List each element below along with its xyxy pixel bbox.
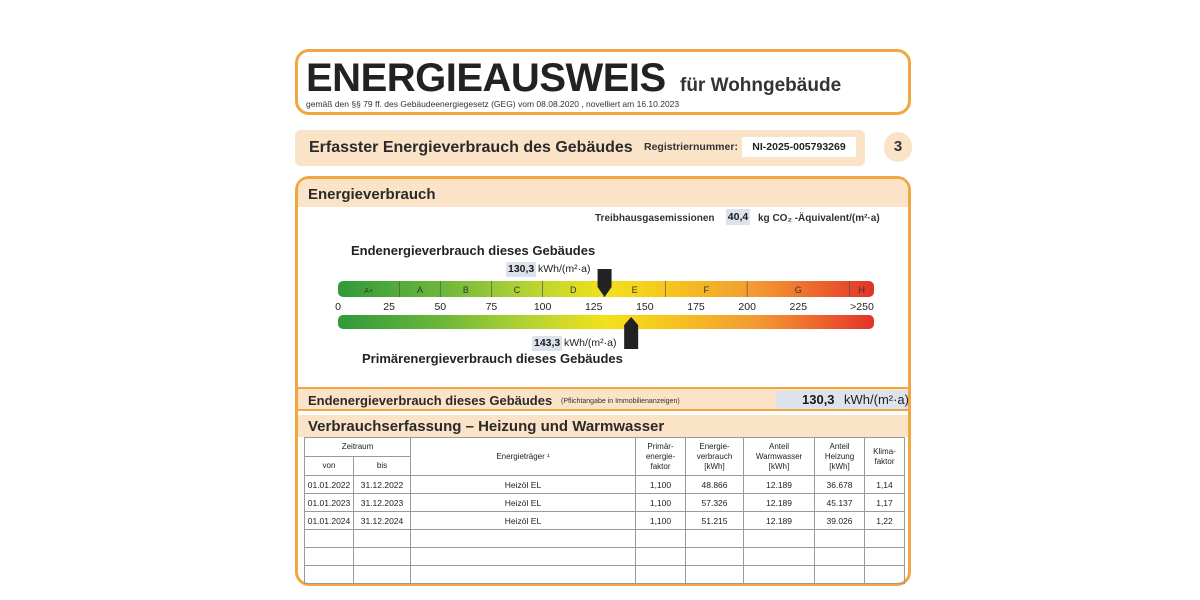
class-label: H bbox=[858, 285, 865, 295]
summary-value: 130,3 bbox=[802, 392, 835, 407]
energy-consumption-panel bbox=[295, 176, 911, 586]
table-row-empty bbox=[305, 548, 905, 566]
header-consumption: Energie- verbrauch [kWh] bbox=[686, 438, 744, 476]
table-row-empty bbox=[305, 530, 905, 548]
summary-note: (Pflichtangabe in Immobilienanzeigen) bbox=[561, 398, 680, 405]
primary-energy-value: 143,3 bbox=[534, 337, 561, 349]
header-warm-water: Anteil Warmwasser [kWh] bbox=[744, 438, 815, 476]
cell: 31.12.2023 bbox=[354, 494, 411, 512]
header-primary-factor: Primär- energie- faktor bbox=[636, 438, 686, 476]
class-label: D bbox=[570, 285, 577, 295]
usage-section-title: Verbrauchserfassung – Heizung und Warmwasser bbox=[308, 418, 665, 435]
cell: 01.01.2022 bbox=[305, 476, 354, 494]
cell: 12.189 bbox=[744, 476, 815, 494]
cell: 39.026 bbox=[815, 512, 865, 530]
page-number: 3 bbox=[884, 132, 912, 162]
cell: 57.326 bbox=[686, 494, 744, 512]
primary-energy-label: Primärenergieverbrauch dieses Gebäudes bbox=[362, 351, 623, 366]
registration-bar bbox=[295, 130, 865, 166]
ghg-value: 40,4 bbox=[727, 211, 749, 223]
header-heating: Anteil Heizung [kWh] bbox=[815, 438, 865, 476]
certificate-header bbox=[295, 49, 911, 115]
summary-label: Endenergieverbrauch dieses Gebäudes bbox=[308, 393, 553, 408]
ghg-unit: kg CO₂ -Äquivalent/(m²·a) bbox=[758, 213, 880, 224]
final-energy-label: Endenergieverbrauch dieses Gebäudes bbox=[351, 243, 596, 258]
tick-label: 175 bbox=[687, 301, 705, 313]
cell: 12.189 bbox=[744, 512, 815, 530]
cell: 31.12.2024 bbox=[354, 512, 411, 530]
scale-bar-bottom bbox=[338, 315, 874, 329]
cell: 51.215 bbox=[686, 512, 744, 530]
document-subtitle: für Wohngebäude bbox=[680, 75, 842, 96]
class-label: G bbox=[794, 285, 802, 295]
summary-bar bbox=[298, 387, 908, 411]
cell: 1,100 bbox=[636, 476, 686, 494]
tick-label: 50 bbox=[434, 301, 447, 313]
cell: 1,22 bbox=[865, 512, 905, 530]
registration-title: Erfasster Energieverbrauch des Gebäudes bbox=[309, 139, 633, 156]
tick-label: 150 bbox=[636, 301, 654, 313]
table-row bbox=[305, 494, 905, 512]
header-climate-factor: Klima- faktor bbox=[865, 438, 905, 476]
consumption-section-title: Energieverbrauch bbox=[308, 186, 436, 203]
cell: 36.678 bbox=[815, 476, 865, 494]
class-label: C bbox=[513, 285, 521, 295]
table-row-empty bbox=[305, 566, 905, 584]
cell: 01.01.2023 bbox=[305, 494, 354, 512]
final-energy-unit: kWh/(m²·a) bbox=[538, 263, 591, 275]
header-from: von bbox=[305, 457, 354, 476]
primary-energy-unit: kWh/(m²·a) bbox=[564, 337, 617, 349]
consumption-section-header bbox=[298, 179, 908, 207]
tick-label: >250 bbox=[850, 301, 874, 313]
cell: 1,17 bbox=[865, 494, 905, 512]
table-row bbox=[305, 512, 905, 530]
cell: Heizöl EL bbox=[411, 512, 636, 530]
tick-label: 100 bbox=[533, 301, 552, 313]
registration-number: NI-2025-005793269 bbox=[742, 137, 856, 157]
class-label: B bbox=[462, 285, 469, 295]
summary-unit: kWh/(m²·a) bbox=[844, 392, 909, 407]
usage-table bbox=[304, 437, 905, 584]
ghg-label: Treibhausgasemissionen bbox=[595, 213, 715, 224]
class-label: A bbox=[416, 285, 423, 295]
header-to: bis bbox=[354, 457, 411, 476]
table-row bbox=[305, 476, 905, 494]
registration-label: Registriernummer: bbox=[644, 141, 738, 153]
cell: 1,100 bbox=[636, 494, 686, 512]
tick-label: 125 bbox=[584, 301, 603, 313]
document-title: ENERGIEAUSWEIS bbox=[306, 56, 666, 100]
class-label: A+ bbox=[364, 288, 374, 295]
class-label: E bbox=[631, 285, 638, 295]
cell: 12.189 bbox=[744, 494, 815, 512]
tick-label: 25 bbox=[383, 301, 395, 313]
cell: 1,14 bbox=[865, 476, 905, 494]
cell: 45.137 bbox=[815, 494, 865, 512]
cell: 48.866 bbox=[686, 476, 744, 494]
cell: 31.12.2022 bbox=[354, 476, 411, 494]
final-energy-value: 130,3 bbox=[508, 263, 535, 275]
cell: Heizöl EL bbox=[411, 494, 636, 512]
header-period: Zeitraum bbox=[305, 438, 411, 457]
tick-label: 0 bbox=[335, 301, 341, 313]
cell: Heizöl EL bbox=[411, 476, 636, 494]
class-label: F bbox=[703, 285, 709, 295]
tick-label: 200 bbox=[738, 301, 756, 313]
cell: 1,100 bbox=[636, 512, 686, 530]
usage-section-header bbox=[298, 415, 908, 437]
cell: 01.01.2024 bbox=[305, 512, 354, 530]
legal-reference: gemäß den §§ 79 ff. des Gebäudeenergiegesetz (GEG) vom 08.08.2020 , novelliert am 16.10.2023 bbox=[306, 99, 680, 109]
header-carrier: Energieträger ¹ bbox=[411, 438, 636, 476]
tick-label: 225 bbox=[789, 301, 808, 313]
tick-label: 75 bbox=[485, 301, 498, 313]
